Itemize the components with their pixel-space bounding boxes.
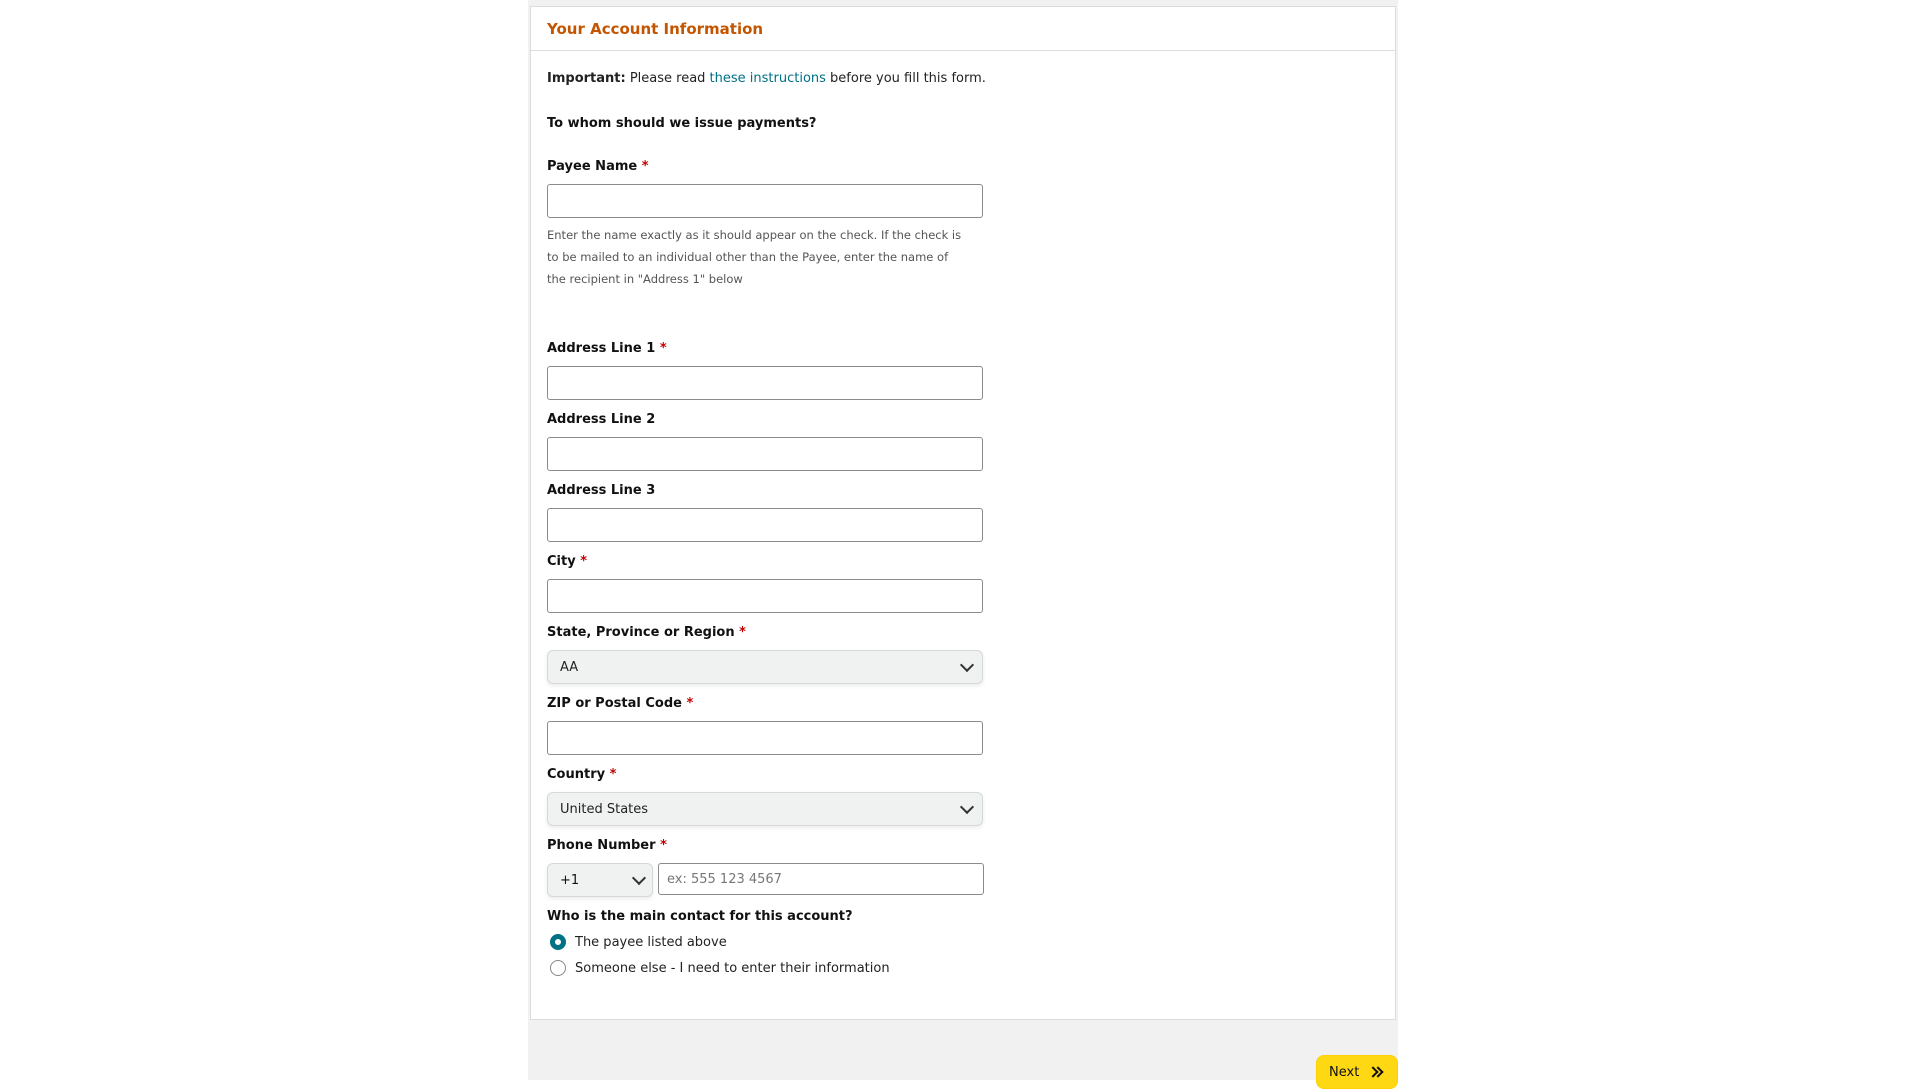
card-title: Your Account Information <box>547 19 764 38</box>
zip-label-text: ZIP or Postal Code <box>547 696 682 711</box>
payee-name-label-text: Payee Name <box>547 159 638 174</box>
contact-option-someone-else-label: Someone else - I need to enter their information <box>575 960 890 976</box>
state-label-text: State, Province or Region <box>547 625 735 640</box>
address-line-3-input[interactable] <box>547 508 983 542</box>
country-field <box>547 766 987 826</box>
zip-field <box>547 695 987 755</box>
important-prefix: Important: <box>547 71 626 86</box>
address-line-3-field <box>547 482 987 542</box>
important-text-after: before you fill this form. <box>825 71 986 86</box>
main-contact-group <box>547 908 987 978</box>
address-line-1-field <box>547 340 987 400</box>
page-background <box>528 0 1398 1080</box>
phone-number-input[interactable] <box>658 863 984 895</box>
important-note <box>547 71 1379 86</box>
city-input[interactable] <box>547 579 983 613</box>
payee-name-hint: Enter the name exactly as it should appear on the check. If the check is to be mailed to an individual other than the Payee, enter the name of the recipient in "Address 1" below <box>547 228 962 286</box>
state-selected-value: AA <box>560 659 579 675</box>
address-line-1-label <box>547 340 987 358</box>
required-mark: * <box>660 838 667 853</box>
chevron-down-icon <box>960 800 974 814</box>
contact-option-payee-label: The payee listed above <box>575 934 727 950</box>
address-line-2-field <box>547 411 987 471</box>
address-line-2-input[interactable] <box>547 437 983 471</box>
card-body <box>531 71 1395 131</box>
payments-question: To whom should we issue payments? <box>547 116 817 131</box>
phone-country-code-value: +1 <box>560 872 580 888</box>
contact-option-someone-else[interactable] <box>547 958 987 978</box>
country-label-text: Country <box>547 767 606 782</box>
double-chevron-right-icon <box>1369 1066 1383 1078</box>
required-mark: * <box>686 696 694 711</box>
city-label-text: City <box>547 554 576 569</box>
main-contact-question: Who is the main contact for this account? <box>547 909 853 924</box>
account-info-card <box>530 6 1396 1020</box>
country-select[interactable] <box>547 792 983 826</box>
address-line-2-label: Address Line 2 <box>547 412 656 427</box>
required-mark: * <box>580 554 588 569</box>
required-mark: * <box>641 159 649 174</box>
card-header <box>531 7 1395 51</box>
address-line-1-input[interactable] <box>547 366 983 400</box>
state-field <box>547 624 987 684</box>
city-field <box>547 553 987 613</box>
phone-label <box>547 837 987 855</box>
payee-name-field <box>547 158 987 290</box>
state-label <box>547 624 987 642</box>
country-selected-value: United States <box>560 801 649 817</box>
important-text-before: Please read <box>625 71 710 86</box>
payee-name-input[interactable] <box>547 184 983 218</box>
next-button-label: Next <box>1329 1064 1360 1080</box>
state-select[interactable] <box>547 650 983 684</box>
country-label <box>547 766 987 784</box>
address-line-3-label: Address Line 3 <box>547 483 656 498</box>
phone-label-text: Phone Number <box>547 838 656 853</box>
zip-label <box>547 695 987 713</box>
phone-row <box>547 863 987 897</box>
chevron-down-icon <box>632 871 646 885</box>
payee-name-label <box>547 158 987 176</box>
address-line-1-label-text: Address Line 1 <box>547 341 656 356</box>
contact-option-payee[interactable] <box>547 932 987 952</box>
chevron-down-icon <box>960 658 974 672</box>
phone-country-code-select[interactable] <box>547 863 653 897</box>
required-mark: * <box>609 767 617 782</box>
radio-checked-icon[interactable] <box>550 934 566 950</box>
required-mark: * <box>739 625 746 640</box>
required-mark: * <box>659 341 667 356</box>
instructions-link[interactable]: these instructions <box>709 71 826 86</box>
next-button[interactable] <box>1316 1055 1398 1089</box>
city-label <box>547 553 987 571</box>
radio-unchecked-icon[interactable] <box>550 960 566 976</box>
phone-field <box>547 837 987 897</box>
zip-input[interactable] <box>547 721 983 755</box>
